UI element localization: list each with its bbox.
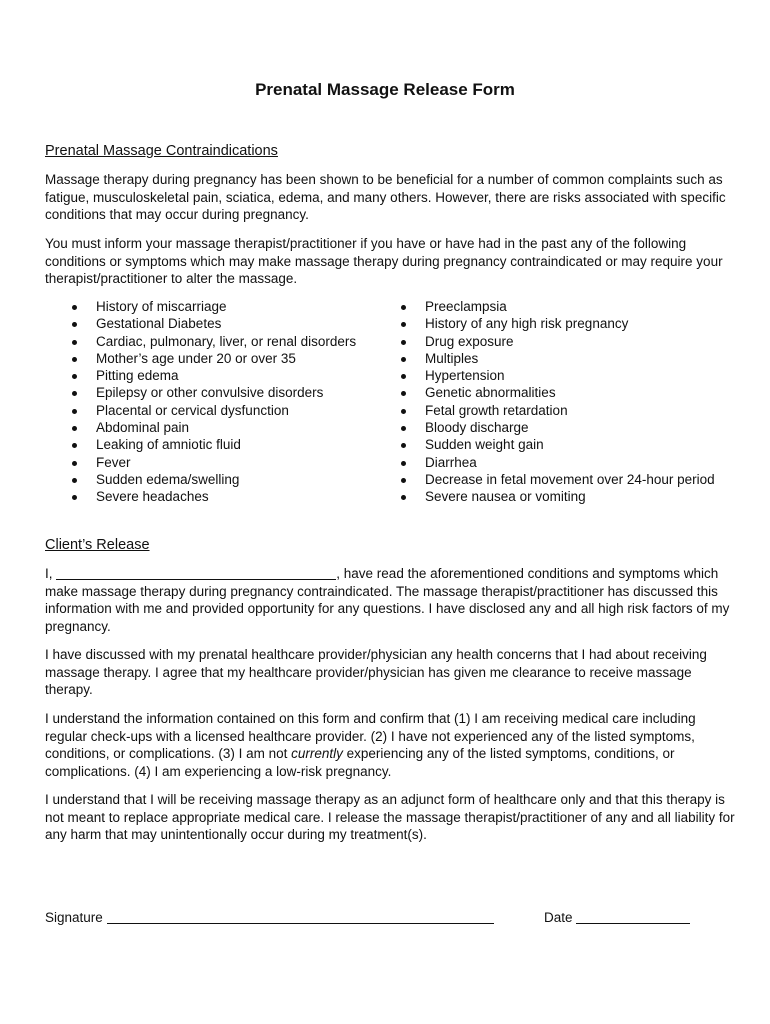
- release-p3-after: experiencing any of the listed symptoms, conditions, or complications. (4) I am experiencing a low-risk pregnancy.: [45, 746, 675, 779]
- list-item: Drug exposure: [401, 333, 715, 350]
- list-item: Abdominal pain: [72, 419, 356, 436]
- contraindications-list-left: [72, 298, 356, 506]
- release-p1-rest: , have read the aforementioned conditions and symptoms which make massage therapy during pregnancy contraindicated. The massage therapist/practitioner has discussed this information with me and provided opportunity for any questions. I have disclosed any and all high risk factors of my pregnancy.: [45, 566, 730, 634]
- list-item: Preeclampsia: [401, 298, 715, 315]
- signature-row: [45, 909, 494, 927]
- signature-field[interactable]: [107, 910, 494, 924]
- date-row: [544, 909, 690, 927]
- list-item: Gestational Diabetes: [72, 315, 356, 332]
- list-item: Sudden edema/swelling: [72, 471, 356, 488]
- list-item: Placental or cervical dysfunction: [72, 402, 356, 419]
- list-item: Fever: [72, 454, 356, 471]
- release-paragraph-2: I have discussed with my prenatal healthcare provider/physician any health concerns that I had about receiving massage therapy. I agree that my healthcare provider/physician has given me clearance to receive massage therapy.: [45, 647, 707, 697]
- release-p1-prefix: I,: [45, 566, 53, 581]
- list-item: Genetic abnormalities: [401, 384, 715, 401]
- page-title: Prenatal Massage Release Form: [255, 80, 515, 99]
- list-item: Sudden weight gain: [401, 436, 715, 453]
- list-item: Fetal growth retardation: [401, 402, 715, 419]
- list-item: Cardiac, pulmonary, liver, or renal disorders: [72, 333, 356, 350]
- list-item: Multiples: [401, 350, 715, 367]
- date-field[interactable]: [576, 910, 690, 924]
- date-label: Date: [544, 910, 573, 925]
- list-item: Epilepsy or other convulsive disorders: [72, 384, 356, 401]
- client-name-field[interactable]: [56, 566, 336, 580]
- list-item: History of any high risk pregnancy: [401, 315, 715, 332]
- release-paragraph-1: [45, 565, 735, 635]
- contraindications-inform-paragraph: You must inform your massage therapist/practitioner if you have or have had in the past any of the following conditions or symptoms which may make massage therapy during pregnancy contraindicated or may require your therapist/practitioner to alter the massage.: [45, 236, 723, 286]
- release-paragraph-3: [45, 710, 735, 780]
- list-item: Bloody discharge: [401, 419, 715, 436]
- list-item: Pitting edema: [72, 367, 356, 384]
- list-item: Decrease in fetal movement over 24-hour period: [401, 471, 715, 488]
- list-item: History of miscarriage: [72, 298, 356, 315]
- contraindications-intro-paragraph: Massage therapy during pregnancy has been shown to be beneficial for a number of common complaints such as fatigue, musculoskeletal pain, sciatica, edema, and many others. However, there are risks associated with specific conditions that may occur during pregnancy.: [45, 172, 726, 222]
- list-item: Diarrhea: [401, 454, 715, 471]
- release-p3-emphasis: currently: [291, 746, 343, 761]
- list-item: Severe nausea or vomiting: [401, 488, 715, 505]
- contraindications-heading: Prenatal Massage Contraindications: [45, 143, 278, 159]
- release-p3-before: I understand the information contained on this form and confirm that (1) I am receiving medical care including regular check-ups with a licensed healthcare provider. (2) I have not experienced any of the listed symptoms, conditions, or complications. (3) I am not: [45, 711, 696, 761]
- client-release-heading: Client’s Release: [45, 537, 150, 553]
- list-item: Severe headaches: [72, 488, 356, 505]
- list-item: Mother’s age under 20 or over 35: [72, 350, 356, 367]
- list-item: Hypertension: [401, 367, 715, 384]
- contraindications-list-right: [401, 298, 715, 506]
- list-item: Leaking of amniotic fluid: [72, 436, 356, 453]
- release-paragraph-4: I understand that I will be receiving massage therapy as an adjunct form of healthcare only and that this therapy is not meant to replace appropriate medical care. I release the massage therapist/practitioner of any and all liability for any harm that may unintentionally occur during my treatment(s).: [45, 792, 735, 842]
- signature-label: Signature: [45, 910, 103, 925]
